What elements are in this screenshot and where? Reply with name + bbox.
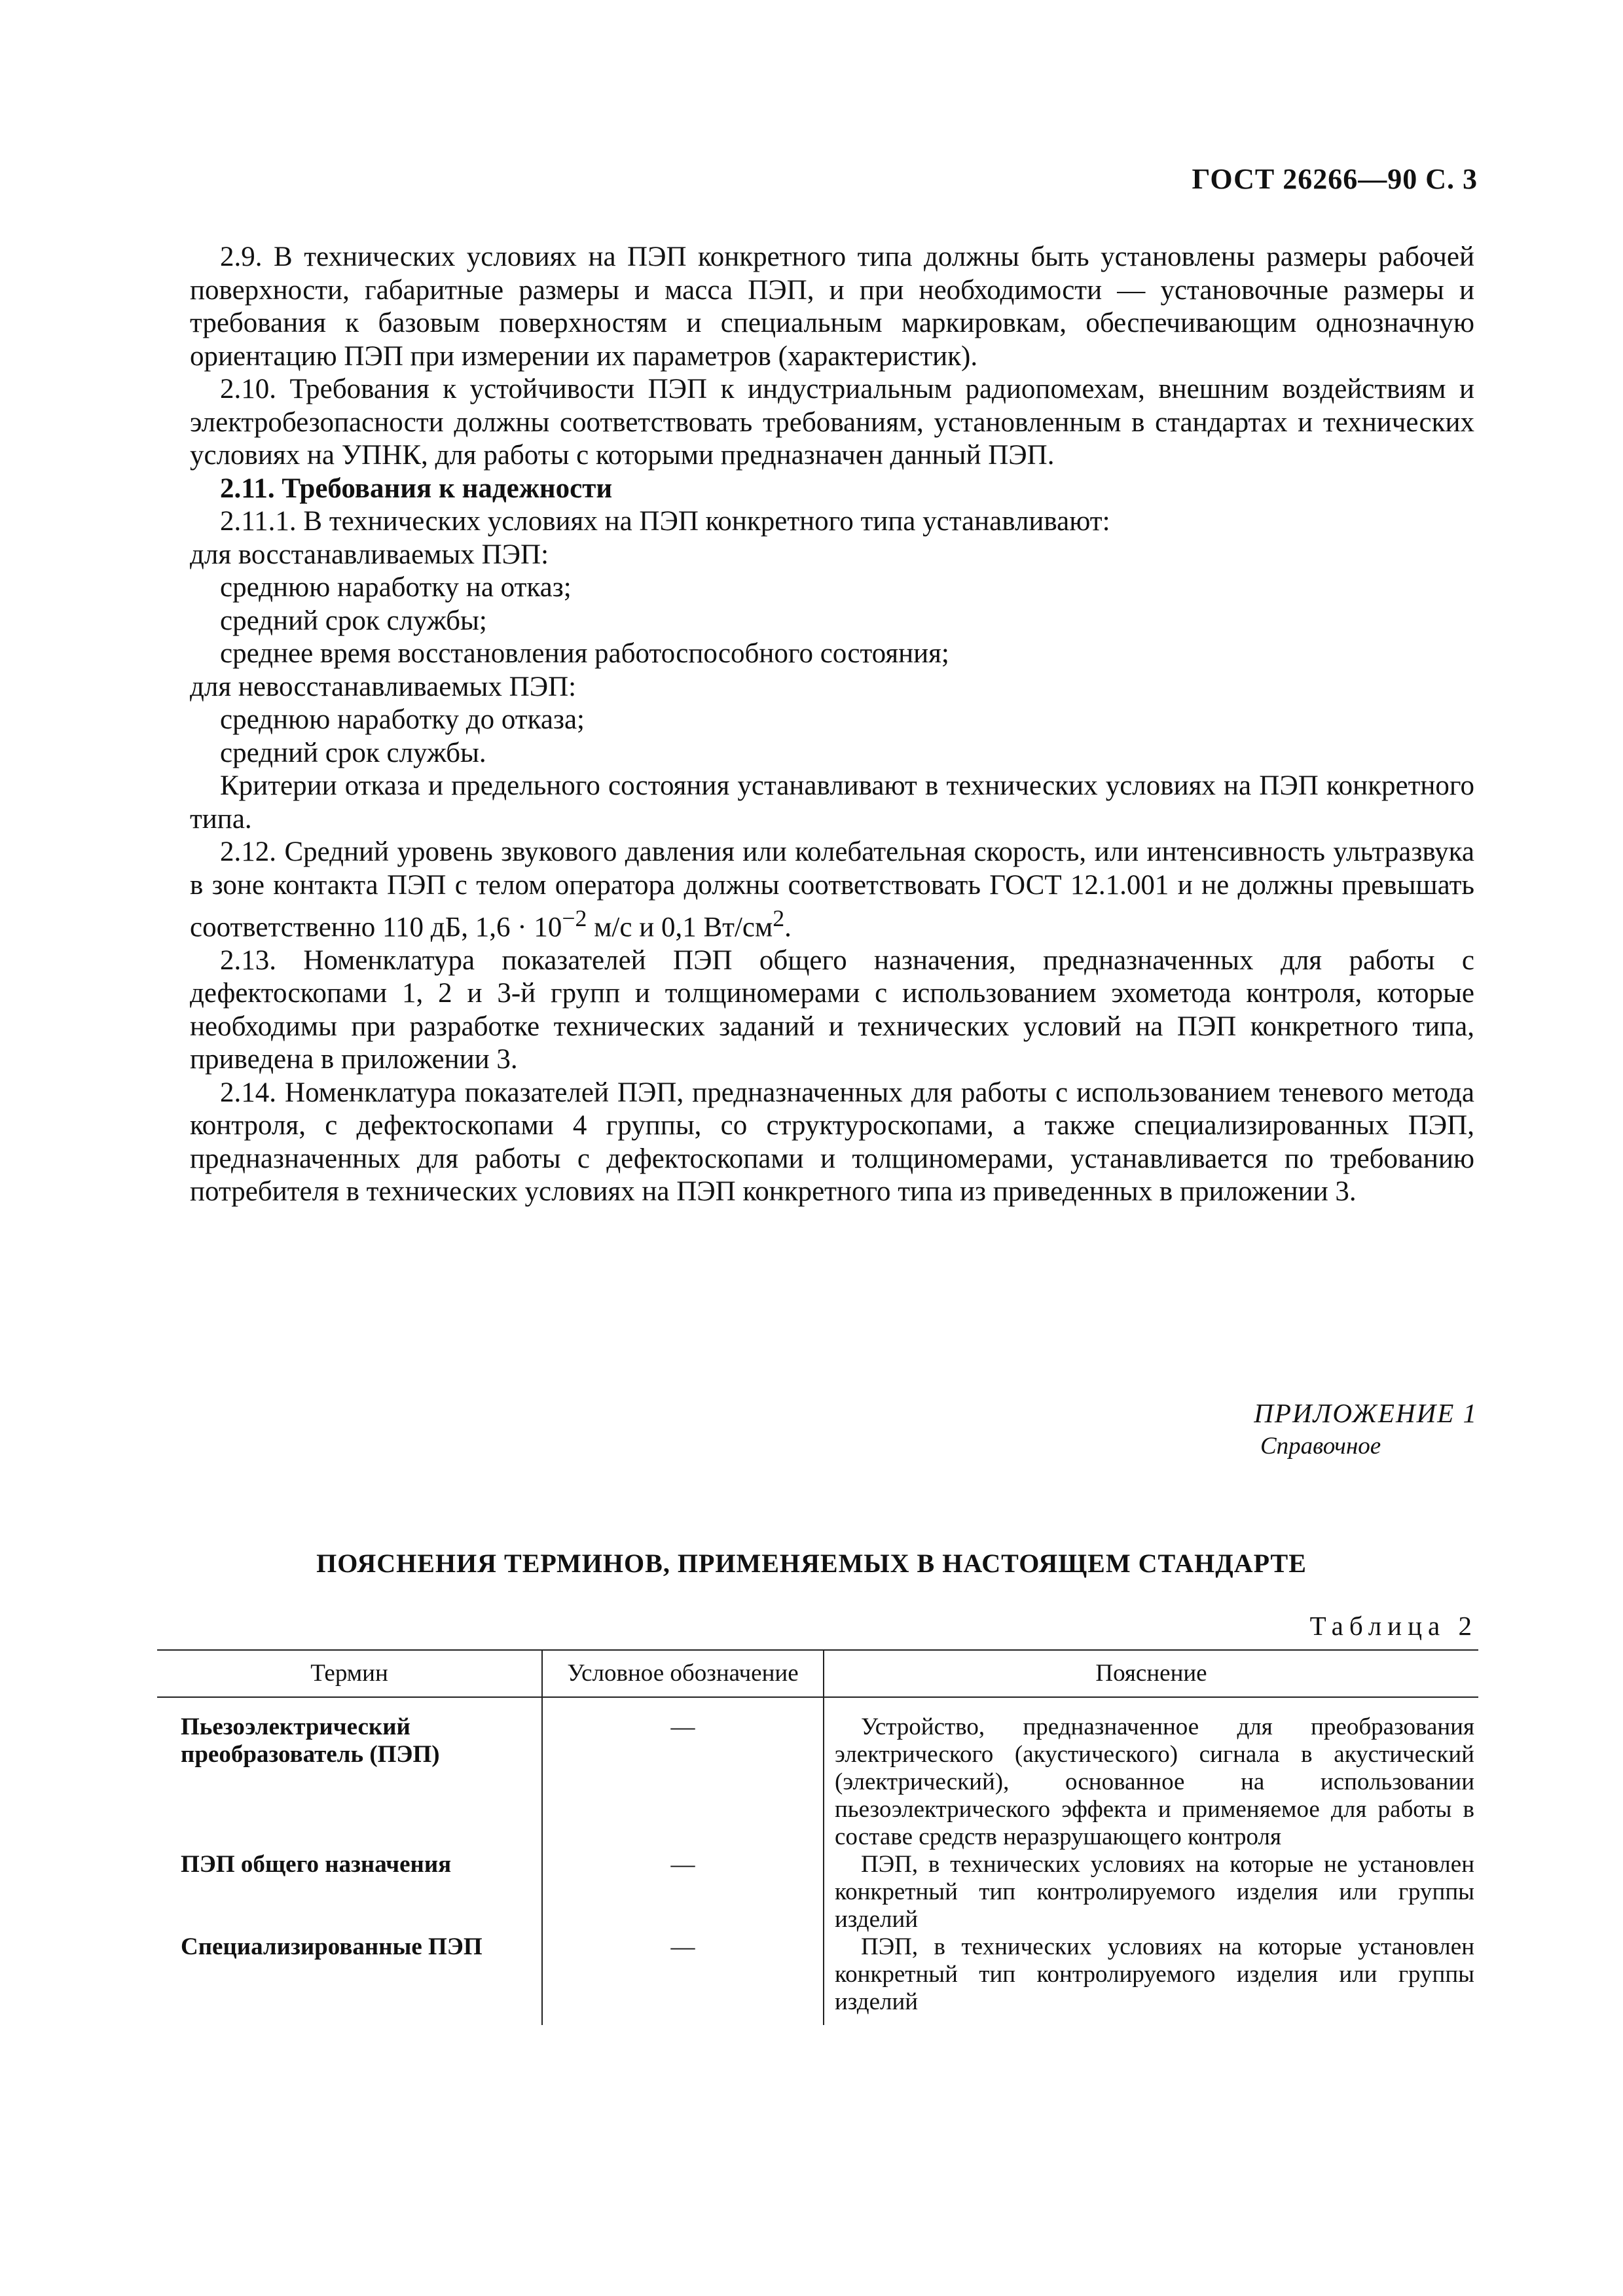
list-item: средний срок службы. bbox=[220, 737, 486, 768]
column-header-designation: Условное обозначение bbox=[542, 1650, 824, 1697]
paragraph-2-12-text: 2.12. Средний уровень звукового давления или колебательная скорость, или интенсивность ультразвука в зоне контакта ПЭП с телом оператора должны соответствовать ГОСТ 12.1.001 и не должны превышать соответственно 110 дБ, 1,6 · 10 bbox=[190, 836, 1474, 943]
table-row bbox=[157, 1933, 1478, 2025]
column-header-term: Термин bbox=[157, 1650, 542, 1697]
main-text bbox=[190, 241, 1474, 1209]
explanation-text: Устройство, предназначенное для преобразования электрического (акустического) сигнала в акустический (электрический), основанное на использовании пьезоэлектрического эффекта и применяемое для работы в составе средств неразрушающего контроля bbox=[835, 1713, 1474, 1850]
explanation-cell bbox=[824, 1851, 1478, 1933]
table-row bbox=[157, 1851, 1478, 1933]
paragraph-criteria: Критерии отказа и предельного состояния устанавливают в технических условиях на ПЭП конкретного типа. bbox=[190, 770, 1474, 834]
paragraph-2-12 bbox=[190, 836, 1474, 944]
list-item: среднее время восстановления работоспособного состояния; bbox=[220, 638, 949, 669]
list-item: среднюю наработку на отказ; bbox=[220, 572, 572, 603]
designation-cell: — bbox=[542, 1933, 824, 2025]
paragraph-2-9: 2.9. В технических условиях на ПЭП конкретного типа должны быть установлены размеры рабочей поверхности, габаритные размеры и масса ПЭП, и при необходимости — установочные размеры и требования к базовым поверхностям и специальным маркировкам, обеспечивающим однозначную ориентацию ПЭП при измерении их параметров (характеристик). bbox=[190, 242, 1474, 372]
heading-2-11: 2.11. Требования к надежности bbox=[220, 473, 613, 504]
paragraph-2-12-units: м/с и 0,1 Вт/см bbox=[587, 912, 773, 943]
exponent: −2 bbox=[562, 905, 587, 931]
table-caption: Таблица 2 bbox=[1309, 1611, 1478, 1641]
paragraph-2-12-end: . bbox=[784, 912, 792, 943]
table-header-row bbox=[157, 1650, 1478, 1697]
appendix-kind: Справочное bbox=[1260, 1433, 1381, 1460]
term-cell: ПЭП общего назначения bbox=[181, 1851, 452, 1878]
appendix-label: ПРИЛОЖЕНИЕ 1 bbox=[1254, 1398, 1478, 1428]
paragraph-2-14: 2.14. Номенклатура показателей ПЭП, предназначенных для работы с использованием теневого метода контроля, с дефектоскопами 4 группы, со структуроскопами, а также специализированных ПЭП, предназначенных для работы с дефектоскопами и толщиномерами, устанавливается по требованию потребителя в технических условиях на ПЭП конкретного типа из приведенных в приложении 3. bbox=[190, 1077, 1474, 1208]
table-row bbox=[157, 1697, 1478, 1851]
list-heading-nonrestorable: для невосстанавливаемых ПЭП: bbox=[190, 671, 577, 702]
paragraph-2-10: 2.10. Требования к устойчивости ПЭП к индустриальным радиопомехам, внешним воздействиям и электробезопасности должны соответствовать требованиям, установленным в стандартах и технических условиях на УПНК, для работы с которыми предназначен данный ПЭП. bbox=[190, 374, 1474, 471]
designation-cell: — bbox=[542, 1697, 824, 1851]
list-item: средний срок службы; bbox=[220, 605, 487, 636]
term-cell: Пьезоэлектрический преобразователь (ПЭП) bbox=[181, 1713, 440, 1768]
explanation-text: ПЭП, в технических условиях на которые не установлен конкретный тип контролируемого изделия или группы изделий bbox=[835, 1851, 1474, 1933]
term-cell: Специализированные ПЭП bbox=[181, 1933, 483, 1960]
designation-cell: — bbox=[542, 1851, 824, 1933]
explanation-cell bbox=[824, 1697, 1478, 1851]
page-header: ГОСТ 26266—90 С. 3 bbox=[1192, 163, 1478, 195]
paragraph-2-13: 2.13. Номенклатура показателей ПЭП общего назначения, предназначенных для работы с дефектоскопами 1, 2 и 3-й групп и толщиномерами с использованием эхометода контроля, которые необходимы при разработке технических заданий и технических условий на ПЭП конкретного типа, приведена в приложении 3. bbox=[190, 944, 1474, 1075]
list-heading-restorable: для восстанавливаемых ПЭП: bbox=[190, 539, 549, 570]
terms-table bbox=[157, 1649, 1478, 2025]
explanation-text: ПЭП, в технических условиях на которые установлен конкретный тип контролируемого изделия или группы изделий bbox=[835, 1933, 1474, 2015]
appendix-title: ПОЯСНЕНИЯ ТЕРМИНОВ, ПРИМЕНЯЕМЫХ В НАСТОЯЩЕМ СТАНДАРТЕ bbox=[316, 1549, 1307, 1578]
list-item: среднюю наработку до отказа; bbox=[220, 704, 585, 735]
column-header-explanation: Пояснение bbox=[824, 1650, 1478, 1697]
explanation-cell bbox=[824, 1933, 1478, 2025]
paragraph-2-11-1: 2.11.1. В технических условиях на ПЭП конкретного типа устанавливают: bbox=[220, 506, 1110, 537]
exponent: 2 bbox=[773, 905, 785, 931]
